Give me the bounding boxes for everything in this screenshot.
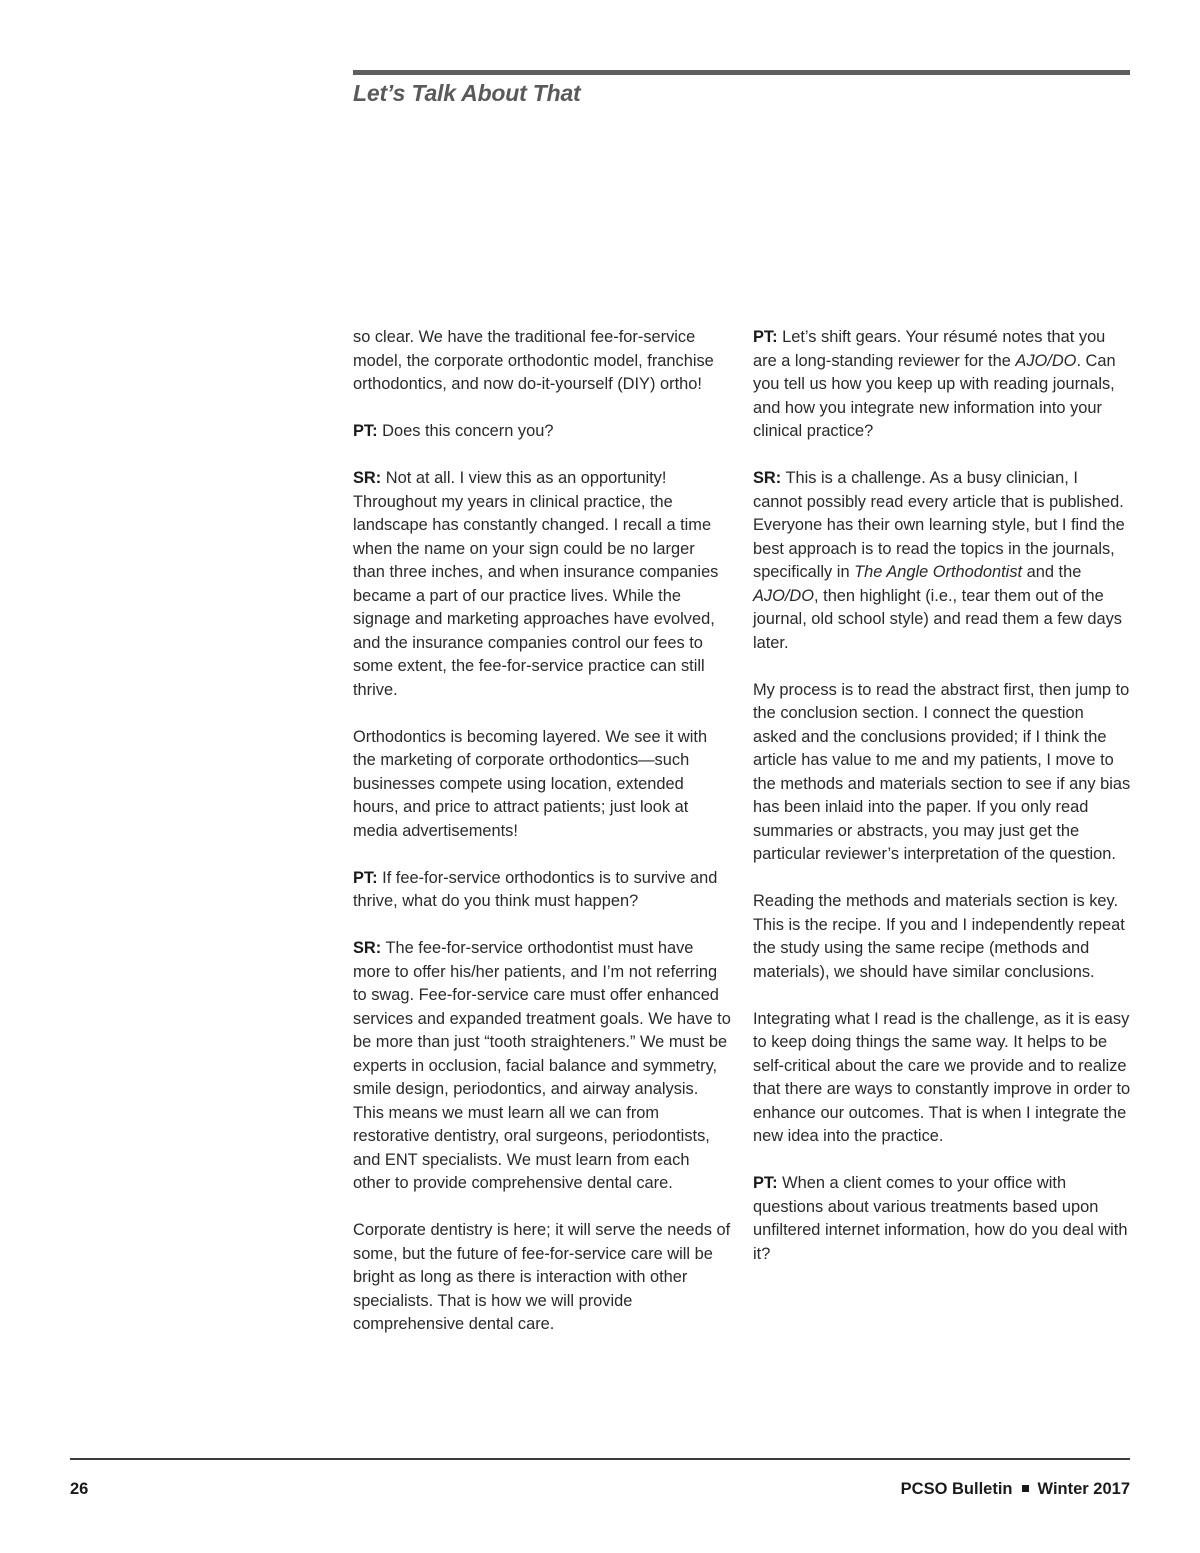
paragraph: SR: The fee-for-service orthodontist must have more to offer his/her patients, and I’m not referring to swag. Fee-for-service care must offer enhanced services and expanded treatment goals. We have to be more than just “tooth straighteners.” We must be experts in occlusion, facial balance and symmetry, smile design, periodontics, and airway analysis. This means we must learn all we can from restorative dentistry, oral surgeons, periodontists, and ENT specialists. We must learn from each other to provide comprehensive dental care. [353, 939, 731, 1192]
left-text-column [353, 326, 731, 1360]
journal-title: AJO/DO [753, 586, 815, 605]
right-text-column [753, 326, 1131, 1290]
paragraph: so clear. We have the traditional fee-for-service model, the corporate orthodontic model, franchise orthodontics, and now do-it-yourself (DIY) ortho! [353, 328, 714, 393]
square-bullet-icon [1022, 1485, 1029, 1492]
speaker-label: SR: [353, 939, 382, 957]
paragraph: Reading the methods and materials section is key. This is the recipe. If you and I independently repeat the study using the same recipe (methods and materials), we should have similar conclusions. [753, 892, 1125, 981]
publication-info [901, 1480, 1130, 1499]
paragraph: Integrating what I read is the challenge, as it is easy to keep doing things the same way. It helps to be self-critical about the care we provide and to realize that there are ways to constantly improve in order to enhance our outcomes. That is when I integrate the new idea into the practice. [753, 1009, 1131, 1145]
speaker-label: PT: [753, 1174, 778, 1192]
speaker-label: PT: [353, 422, 378, 440]
paragraph: SR: Not at all. I view this as an opportunity! Throughout my years in clinical practice, the landscape has constantly changed. I recall a time when the name on your sign could be no larger than three inches, and when insurance companies became a part of our practice lives. While the signage and marketing approaches have evolved, and the insurance companies control our fees to some extent, the fee-for-service practice can still thrive. [353, 469, 719, 699]
paragraph: Orthodontics is becoming layered. We see it with the marketing of corporate orthodontics—such businesses compete using location, extended hours, and price to attract patients; just look at media advertisements! [353, 727, 708, 840]
speaker-label: PT: [353, 868, 378, 887]
footer-rule [70, 1458, 1130, 1460]
speaker-label: SR: [353, 469, 382, 487]
paragraph: Corporate dentistry is here; it will serve the needs of some, but the future of fee-for-service care will be bright as long as there is interaction with other specialists. That is how we will provide comprehensive dental care. [353, 1221, 731, 1333]
paragraph: PT: Does this concern you? [353, 422, 554, 440]
section-title: Let’s Talk About That [353, 80, 581, 106]
journal-title: AJO/DO [1015, 351, 1077, 370]
paragraph: PT: When a client comes to your office with questions about various treatments based upon unfiltered internet information, how do you deal with it? [753, 1174, 1128, 1263]
paragraph: PT: Let’s shift gears. Your résumé notes that you are a long-standing reviewer for the AJO/DO. Can you tell us how you keep up with reading journals, and how you integrate new information into your clinical practice? [753, 328, 1116, 440]
speaker-label: PT: [753, 328, 778, 346]
header-rule [353, 70, 1130, 75]
paragraph: PT: If fee-for-service orthodontics is to survive and thrive, what do you think must happen? [353, 868, 718, 910]
paragraph: My process is to read the abstract first, then jump to the conclusion section. I connect the question asked and the conclusions provided; if I think the article has value to me and my patients, I move to the methods and materials section to see if any bias has been inlaid into the paper. If you only read summaries or abstracts, you may just get the particular reviewer’s interpretation of the question. [753, 680, 1131, 863]
publication-name: PCSO Bulletin [900, 1480, 1013, 1498]
paragraph: SR: This is a challenge. As a busy clinician, I cannot possibly read every article that is published. Everyone has their own learning style, but I find the best approach is to read the topics in the journals, specifically in The Angle Orthodontist and the AJO/DO, then highlight (i.e., tear them out of the journal, old school style) and read them a few days later. [753, 469, 1125, 652]
speaker-label: SR: [753, 469, 782, 487]
issue-date: Winter 2017 [1037, 1480, 1130, 1498]
journal-title: The Angle Orthodontist [854, 563, 1023, 581]
page-number: 26 [70, 1480, 89, 1498]
